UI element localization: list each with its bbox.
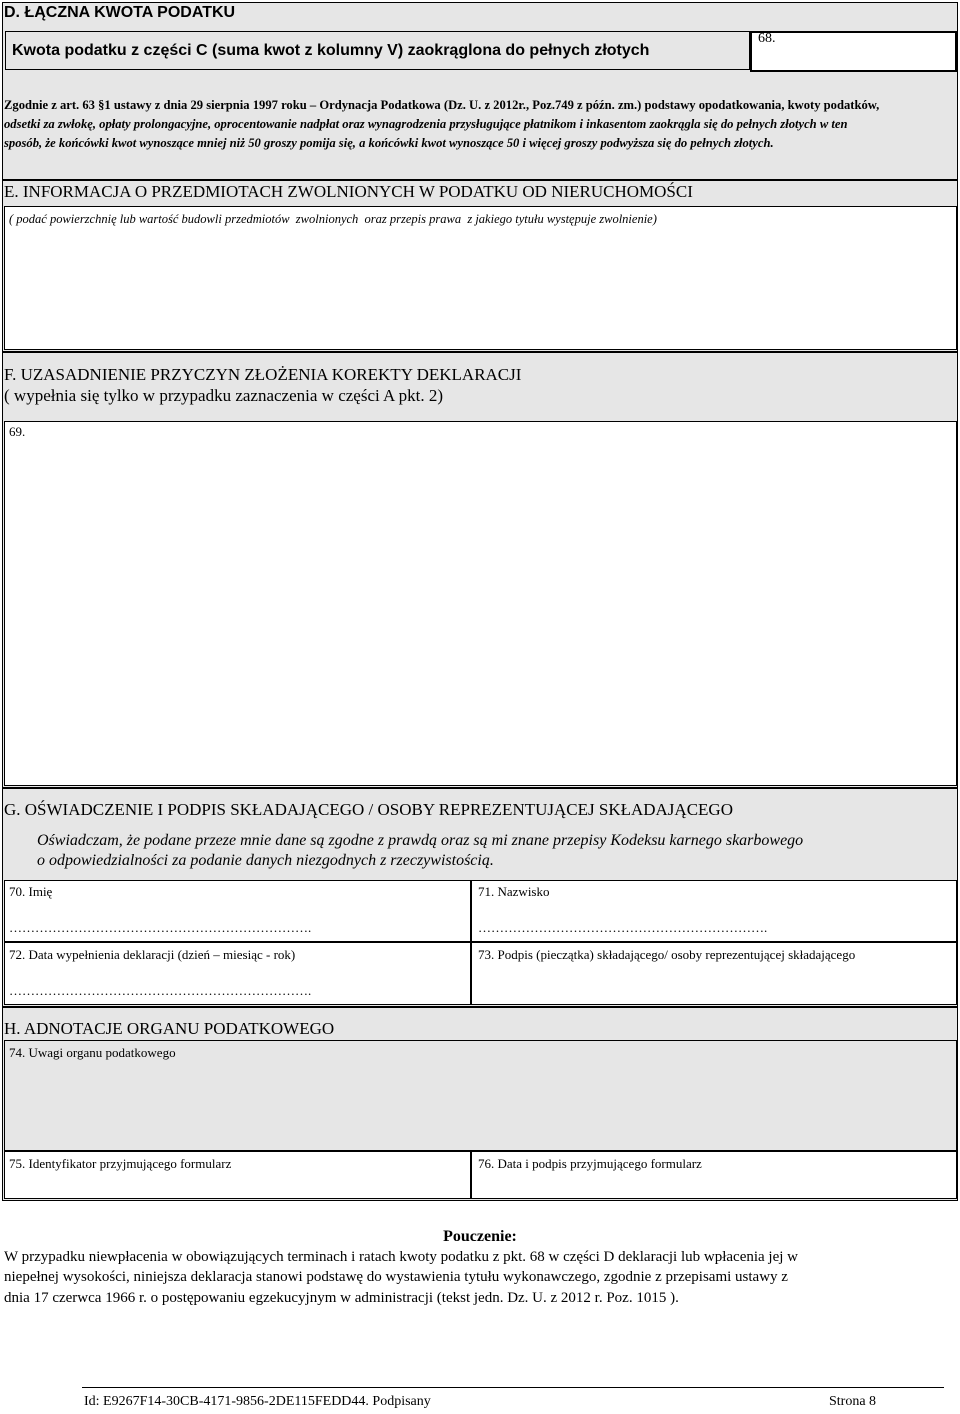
first-name-dots: ……………………………………………………………. xyxy=(9,920,312,935)
statement-line-1: Oświadczam, że podane przeze mnie dane są zgodne z prawdą oraz są mi znane przepisy Kodeksu karnego skarbowego xyxy=(37,832,804,849)
field-72-label: 72. Data wypełnienia deklaracji (dzień – miesiąc - rok) xyxy=(9,947,296,962)
section-h-title: H. ADNOTACJE ORGANU PODATKOWEGO xyxy=(4,1019,335,1038)
rounding-note-2: odsetki za zwłokę, opłaty prolongacyjne, oprocentowanie nadpłat oraz wynagrodzenia przysługujące płatnikom i inkasentom zaokrągla się do pełnych złotych w ten xyxy=(4,117,848,131)
exemptions-field[interactable] xyxy=(4,206,957,350)
field-68-number: 68. xyxy=(758,31,776,46)
total-tax-field[interactable] xyxy=(750,31,957,72)
field-74-label: 74. Uwagi organu podatkowego xyxy=(9,1045,176,1060)
field-75-label: 75. Identyfikator przyjmującego formularz xyxy=(9,1156,232,1171)
total-tax-label: Kwota podatku z części C (suma kwot z kolumny V) zaokrąglona do pełnych złotych xyxy=(12,42,650,59)
correction-reason-field[interactable] xyxy=(4,421,957,786)
date-dots: ……………………………………………………………. xyxy=(9,983,312,998)
section-g-title: G. OŚWIADCZENIE I PODPIS SKŁADAJĄCEGO / OSOBY REPREZENTUJĄCEJ SKŁADAJĄCEGO xyxy=(4,800,733,819)
notice-title: Pouczenie: xyxy=(443,1228,517,1245)
statement-line-2: o odpowiedzialności za podanie danych niezgodnych z rzeczywistością. xyxy=(37,852,494,869)
field-69-number: 69. xyxy=(9,424,26,439)
footer-divider xyxy=(82,1387,944,1388)
section-f-subtitle: ( wypełnia się tylko w przypadku zaznaczenia w części A pkt. 2) xyxy=(4,386,444,405)
field-73-label: 73. Podpis (pieczątka) składającego/ osoby reprezentującej składającego xyxy=(478,947,856,962)
field-70-label: 70. Imię xyxy=(9,884,53,899)
notice-line-2: niepełnej wysokości, niniejsza deklaracja stanowi podstawę do wystawienia tytułu wykonawczego, zgodnie z przepisami ustawy z xyxy=(4,1269,788,1285)
section-d xyxy=(2,2,958,180)
notice-line-1: W przypadku niewpłacenia w obowiązujących terminach i ratach kwoty podatku z pkt. 68 w części D deklaracji lub wpłacenia jej w xyxy=(4,1249,799,1265)
rounding-note-3: sposób, że końcówki kwot wynoszące mniej niż 50 groszy pomija się, a końcówki kwot wynoszące 50 i więcej groszy podwyższa się do pełnych złotych. xyxy=(4,136,774,150)
section-e-title: E. INFORMACJA O PRZEDMIOTACH ZWOLNIONYCH W PODATKU OD NIERUCHOMOŚCI xyxy=(4,182,693,201)
footer-id: Id: E9267F14-30CB-4171-9856-2DE115FEDD44. Podpisany xyxy=(84,1394,431,1409)
section-f-title: F. UZASADNIENIE PRZYCZYN ZŁOŻENIA KOREKTY DEKLARACJI xyxy=(4,365,522,384)
field-71-label: 71. Nazwisko xyxy=(478,884,550,899)
footer-page-number: Strona 8 xyxy=(829,1394,877,1409)
notice-line-3: dnia 17 czerwca 1966 r. o postępowaniu egzekucyjnym w administracji (tekst jedn. Dz. U. z 2012 r. Poz. 1015 ). xyxy=(4,1290,679,1306)
exemptions-hint: ( podać powierzchnię lub wartość budowli przedmiotów zwolnionych oraz przepis prawa z jakiego tytułu występuje zwolnienie) xyxy=(9,212,657,226)
field-76-label: 76. Data i podpis przyjmującego formularz xyxy=(478,1156,702,1171)
rounding-note-1: Zgodnie z art. 63 §1 ustawy z dnia 29 sierpnia 1997 roku – Ordynacja Podatkowa (Dz. U. z 2012r., Poz.749 z późn. zm.) podstawy opodatkowania, kwoty podatków, xyxy=(4,98,880,112)
section-d-title: D. ŁĄCZNA KWOTA PODATKU xyxy=(4,4,236,21)
last-name-dots: …………………………………………………………. xyxy=(478,920,768,935)
